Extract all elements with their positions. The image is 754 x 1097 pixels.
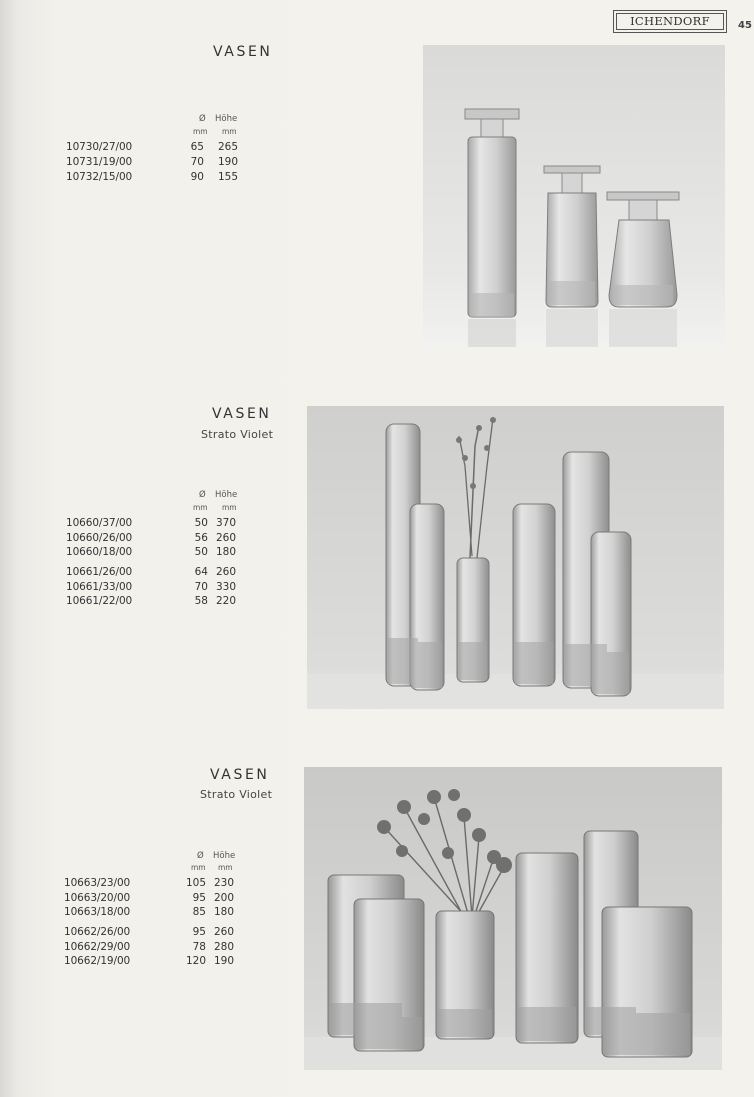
brand-name: ICHENDORF [630, 14, 710, 28]
height-value: 260 [215, 566, 236, 578]
diameter-value: 50 [194, 546, 208, 558]
brand-logo [616, 13, 724, 30]
diameter-unit: mm [191, 863, 206, 872]
diameter-value: 120 [185, 955, 206, 967]
page-number: 45 [738, 20, 752, 31]
diameter-value: 64 [194, 566, 208, 578]
diameter-header: Ø [199, 114, 206, 124]
height-value: 260 [213, 926, 234, 938]
height-unit: mm [222, 127, 237, 136]
glass-vase-tall [465, 109, 519, 317]
section-title: VASEN [210, 767, 270, 783]
article-number: 10663/20/00 [64, 892, 131, 904]
article-number: 10661/33/00 [66, 581, 133, 593]
diameter-value: 95 [192, 926, 206, 938]
height-value: 190 [217, 156, 238, 168]
diameter-value: 56 [194, 532, 208, 544]
diameter-value: 85 [192, 906, 206, 918]
height-value: 230 [213, 877, 234, 889]
height-unit: mm [218, 863, 233, 872]
height-header: Höhe [213, 851, 236, 861]
diameter-value: 50 [194, 517, 208, 529]
article-number: 10660/26/00 [66, 532, 133, 544]
height-value: 280 [213, 941, 234, 953]
height-value: 370 [215, 517, 236, 529]
article-number: 10732/15/00 [66, 171, 133, 183]
article-number: 10660/18/00 [66, 546, 133, 558]
article-number: 10663/23/00 [64, 877, 131, 889]
diameter-header: Ø [199, 490, 206, 500]
article-number: 10730/27/00 [66, 141, 133, 153]
height-value: 155 [217, 171, 238, 183]
height-header: Höhe [215, 490, 238, 500]
article-number: 10731/19/00 [66, 156, 133, 168]
diameter-header: Ø [197, 851, 204, 861]
diameter-value: 65 [190, 141, 204, 153]
article-number: 10660/37/00 [66, 517, 133, 529]
diameter-value: 70 [190, 156, 204, 168]
article-number: 10662/19/00 [64, 955, 131, 967]
height-header: Höhe [215, 114, 238, 124]
article-number: 10662/26/00 [64, 926, 131, 938]
article-number: 10663/18/00 [64, 906, 131, 918]
height-value: 265 [217, 141, 238, 153]
diameter-unit: mm [193, 127, 208, 136]
diameter-value: 90 [190, 171, 204, 183]
diameter-value: 105 [185, 877, 206, 889]
height-value: 330 [215, 581, 236, 593]
height-unit: mm [222, 503, 237, 512]
product-photo [423, 45, 725, 349]
height-value: 190 [213, 955, 234, 967]
diameter-value: 58 [194, 595, 208, 607]
height-value: 180 [215, 546, 236, 558]
article-number: 10662/29/00 [64, 941, 131, 953]
product-photo [307, 406, 724, 709]
section-subtitle: Strato Violet [201, 428, 274, 441]
section-subtitle: Strato Violet [200, 788, 273, 801]
section-title: VASEN [212, 406, 272, 422]
height-value: 180 [213, 906, 234, 918]
height-value: 200 [213, 892, 234, 904]
article-number: 10661/22/00 [66, 595, 133, 607]
height-value: 260 [215, 532, 236, 544]
section-title: VASEN [213, 44, 273, 60]
article-number: 10661/26/00 [66, 566, 133, 578]
product-photo [304, 767, 722, 1070]
diameter-value: 78 [192, 941, 206, 953]
height-value: 220 [215, 595, 236, 607]
diameter-value: 95 [192, 892, 206, 904]
diameter-value: 70 [194, 581, 208, 593]
diameter-unit: mm [193, 503, 208, 512]
